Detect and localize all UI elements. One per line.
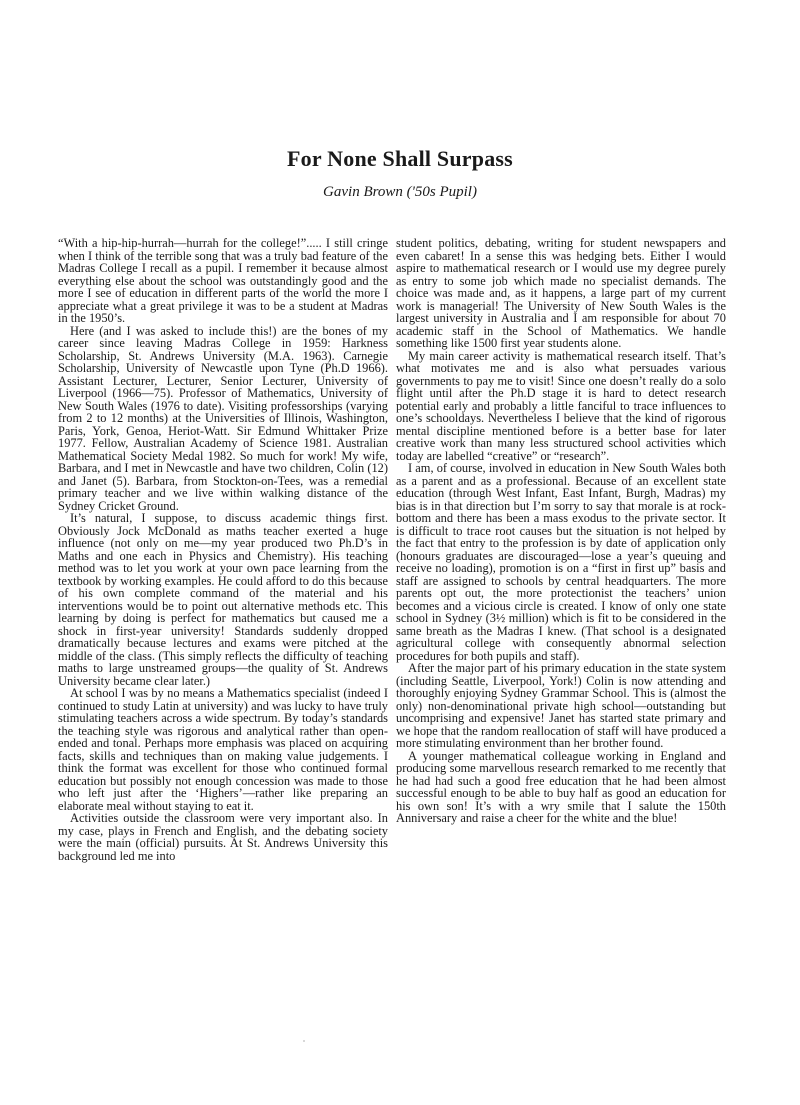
paragraph: A younger mathematical colleague working in England and producing some marvellous research remarked to me recently that he had had such a good free education that he had been almost successful enough to be able to buy half as good an education for his own son! It’s with a wry smile that I salute the 150th Anniversary and raise a cheer for the white and the blue! bbox=[396, 748, 726, 825]
paragraph: It’s natural, I suppose, to discuss academic things first. Obviously Jock McDonald as maths teacher exerted a huge influence (not only on me—my year produced two Ph.D’s in Maths and one each in Physics and Chemistry). His teaching method was to let you work at your own pace learning from the textbook by working examples. He could afford to do this because of his own complete command of the material and his interventions would be to point out alternative methods etc. This learning by doing is perfect for mathematics but caused me a shock in first-year university! Standards suddenly dropped dramatically because lectures and exams were pitched at the middle of the class. (This simply reflects the difficulty of teaching maths to large unstreamed groups—the quality of St. Andrews University became clear later.) bbox=[58, 511, 388, 688]
paragraph: My main career activity is mathematical research itself. That’s what motivates me and is also what persuades various governments to pay me to visit! Since one doesn’t really do a solo flight until after the Ph.D stage it is hard to detect research potential early and probably a little fanciful to trace influences to one’s schooldays. Nevertheless I believe that the kind of rigorous mental discipline mentioned before is a better base for later creative work than many less structured school activities which today are labelled “creative” or “research”. bbox=[396, 348, 726, 463]
paragraph: student politics, debating, writing for student newspapers and even cabaret! In a sense this was hedging bets. Either I would aspire to mathematical research or I would use my degree purely as entry to some job which made no specialist demands. The choice was made and, as it happens, a large part of my current work is managerial! The University of New South Wales is the largest university in Australia and I am responsible for about 70 academic staff in the School of Mathematics. We handle something like 1500 first year students alone. bbox=[396, 236, 726, 350]
paragraph: I am, of course, involved in education in New South Wales both as a parent and as a professional. Because of an excellent state education (through West Infant, East Infant, Burgh, Madras) my bias is in that direction but I’m sorry to say that morale is at rock-bottom and there has been a mass exodus to the private sector. It is difficult to trace root causes but the situation is not helped by the fact that entry to the profession is by date of application only (honours graduates are discouraged—lose a year’s queuing and receive no loading), promotion is on a “first in first up” basis and staff are assigned to schools by central headquarters. The more parents opt out, the more protectionist the teachers’ union becomes and a vicious circle is created. I know of only one state school in Sydney (3½ million) which is fit to be considered in the same breath as the Madras I knew. (That school is a designated agricultural college with consequently abnormal selection procedures for both pupils and staff). bbox=[396, 461, 726, 663]
paragraph: Here (and I was asked to include this!) are the bones of my career since leaving Madras College in 1959: Harkness Scholarship, St. Andrews University (M.A. 1963). Carnegie Scholarship, University of Newcastle upon Tyne (Ph.D 1966). Assistant Lecturer, Lecturer, Senior Lecturer, University of Liverpool (1966—75). Professor of Mathematics, University of New South Wales (1976 to date). Visiting professorships (varying from 2 to 12 months) at the Universities of Illinois, Washington, Paris, York, Genoa, Heriot-Watt. Sir Edmund Whittaker Prize 1977. Fellow, Australian Academy of Science 1981. Australian Mathematical Society Medal 1982. So much for work! My wife, Barbara, and I met in Newcastle and have two children, Colin (12) and Janet (5). Barbara, from Stockton-on-Tees, was a remedial primary teacher and we live within walking distance of the Sydney Cricket Ground. bbox=[58, 323, 388, 513]
paragraph: Activities outside the classroom were very important also. In my case, plays in French and English, and the debating society were the main (official) pursuits. At St. Andrews University this background led me into bbox=[58, 811, 388, 863]
paragraph: “With a hip-hip-hurrah—hurrah for the college!”..... I still cringe when I think of the terrible song that was a truly bad feature of the Madras College I recall as a pupil. I remember it because almost everything else about the school was outstandingly good and the more I see of education in different parts of the world the more I appreciate what a great privilege it was to be a student at Madras in the 1950’s. bbox=[58, 236, 388, 325]
left-column bbox=[58, 237, 388, 862]
paragraph: After the major part of his primary education in the state system (including Seattle, Liverpool, York!) Colin is now attending and thoroughly enjoying Sydney Grammar School. This is (almost the only) non-denominational private high school—outstanding but uncomprising and expensive! Janet has started state primary and we hope that the random reallocation of staff will have produced a more stimulating environment than her brother found. bbox=[396, 661, 726, 750]
scan-speck bbox=[303, 1040, 305, 1042]
right-column bbox=[396, 237, 726, 825]
article-author: Gavin Brown ('50s Pupil) bbox=[323, 184, 477, 200]
paragraph: At school I was by no means a Mathematics specialist (indeed I continued to study Latin at university) and was lucky to have truly stimulating teachers across a wide spectrum. By today’s standards the teaching style was rigorous and analytical rather than open-ended and tonal. Perhaps more emphasis was placed on acquiring facts, skills and techniques than on making value judgements. I think the format was excellent for those who continued formal education but possibly not enough concession was made to those who left just after the ‘Highers’—rather like preparing an elaborate meal without staying to eat it. bbox=[58, 686, 388, 813]
article-title: For None Shall Surpass bbox=[287, 146, 513, 171]
